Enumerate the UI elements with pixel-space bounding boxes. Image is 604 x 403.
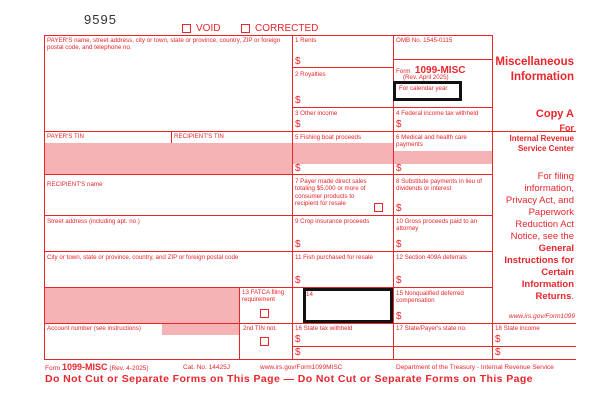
title-line-1: Miscellaneous bbox=[495, 56, 574, 68]
form-code: 9595 bbox=[84, 12, 117, 27]
fatca-label: 13 FATCA filing requirement bbox=[242, 289, 285, 304]
filing-line-3: Privacy Act, and bbox=[505, 195, 574, 206]
title-line-2: Information bbox=[510, 71, 574, 83]
omb-number: OMB No. 1545-0115 bbox=[396, 37, 453, 44]
footer-cat: Cat. No. 14425J bbox=[183, 364, 230, 371]
box2-label: 2 Royalties bbox=[295, 71, 326, 78]
box4-label: 4 Federal income tax withheld bbox=[396, 110, 479, 117]
footer-form-name: 1099-MISC bbox=[61, 362, 108, 372]
returns-line: Returns. bbox=[535, 291, 574, 302]
footer-warning: Do Not Cut or Separate Forms on This Page — Do Not Cut or Separate Forms on This Page bbox=[45, 373, 533, 385]
void-checkbox[interactable] bbox=[182, 24, 191, 33]
box17-label: 17 State/Payer's state no. bbox=[396, 325, 467, 332]
box12-dollar: $ bbox=[396, 275, 402, 286]
box6-label: 6 Medical and health care payments bbox=[396, 134, 467, 149]
corrected-label: CORRECTED bbox=[255, 23, 319, 34]
box8-label: 8 Substitute payments in lieu of dividends or interest bbox=[396, 178, 482, 193]
filing-line-6: Notice, see the bbox=[510, 231, 574, 242]
payer-tin-label: PAYER'S TIN bbox=[47, 133, 84, 140]
payer-name-label: PAYER'S name, street address, city or town, state or province, country, ZIP or foreign postal code, and telephone no. bbox=[47, 37, 281, 52]
general-line-4: Information bbox=[521, 279, 574, 290]
form-1099-misc bbox=[44, 35, 576, 360]
box5-dollar: $ bbox=[295, 163, 301, 174]
second-tin-checkbox[interactable] bbox=[260, 337, 269, 346]
box8-dollar: $ bbox=[396, 203, 402, 214]
omb-form-prefix: Form bbox=[396, 68, 411, 75]
box15-dollar: $ bbox=[396, 311, 402, 322]
filing-line-2: information, bbox=[524, 183, 574, 194]
omb-rev: (Rev. April 2025) bbox=[403, 74, 449, 81]
returns-text: Returns bbox=[535, 291, 572, 302]
box12-label: 12 Section 409A deferrals bbox=[396, 254, 467, 261]
box9-label: 9 Crop insurance proceeds bbox=[295, 218, 370, 225]
box2-dollar: $ bbox=[295, 95, 301, 106]
omb-form-name: 1099-MISC bbox=[414, 65, 466, 76]
box10-label: 10 Gross proceeds paid to an attorney bbox=[396, 218, 478, 233]
corrected-checkbox[interactable] bbox=[241, 24, 250, 33]
box15-label: 15 Nonqualified deferred compensation bbox=[396, 290, 464, 305]
box18-dollar-2: $ bbox=[495, 347, 501, 358]
irs-line-2: Service Center bbox=[517, 144, 574, 153]
footer-form bbox=[45, 362, 149, 372]
street-address-label: Street address (including apt. no.) bbox=[47, 218, 140, 225]
box10-dollar: $ bbox=[396, 239, 402, 250]
box7-checkbox[interactable] bbox=[374, 203, 383, 212]
void-label: VOID bbox=[196, 23, 221, 34]
second-tin-label: 2nd TIN not. bbox=[243, 325, 277, 332]
box1-dollar: $ bbox=[295, 56, 301, 67]
irs-line-1: Internal Revenue bbox=[509, 134, 574, 143]
box11-label: 11 Fish purchased for resale bbox=[295, 254, 373, 261]
box11-dollar: $ bbox=[295, 275, 301, 286]
calendar-year-label: For calendar year bbox=[399, 85, 448, 92]
footer-url: www.irs.gov/Form1099MISC bbox=[260, 364, 343, 371]
box18-label: 18 State income bbox=[495, 325, 540, 332]
box16-dollar-1: $ bbox=[295, 334, 301, 345]
box4-dollar: $ bbox=[396, 119, 402, 130]
box7-label: 7 Payer made direct sales totaling $5,000 or more of consumer products to recipient for resale bbox=[295, 178, 367, 208]
box3-dollar: $ bbox=[295, 119, 301, 130]
filing-line-1: For filing bbox=[537, 171, 574, 182]
recipient-name-label: RECIPIENT'S name bbox=[47, 181, 103, 188]
filing-line-4: Paperwork bbox=[528, 207, 574, 218]
copy-a: Copy A bbox=[535, 108, 574, 120]
box6-dollar: $ bbox=[396, 163, 402, 174]
footer-dept: Department of the Treasury - Internal Revenue Service bbox=[396, 364, 554, 371]
box14-highlight[interactable] bbox=[303, 288, 393, 323]
box18-dollar-1: $ bbox=[495, 334, 501, 345]
general-line-2: Instructions for bbox=[504, 255, 574, 266]
box9-dollar: $ bbox=[295, 239, 301, 250]
box16-dollar-2: $ bbox=[295, 347, 301, 358]
box14-label: 14 bbox=[306, 291, 313, 298]
irs-website[interactable]: www.irs.gov/Form1099 bbox=[508, 313, 575, 320]
box5-label: 5 Fishing boat proceeds bbox=[295, 134, 362, 141]
copy-for: For bbox=[559, 123, 574, 133]
general-line-3: Certain bbox=[541, 267, 574, 278]
footer-rev: (Rev. 4-2025) bbox=[109, 365, 149, 372]
general-line-1: General bbox=[538, 243, 574, 254]
filing-line-5: Reduction Act bbox=[515, 219, 574, 230]
box1-label: 1 Rents bbox=[295, 37, 317, 44]
recipient-tin-label: RECIPIENT'S TIN bbox=[174, 133, 224, 140]
account-number-label: Account number (see instructions) bbox=[47, 325, 141, 332]
box3-label: 3 Other income bbox=[295, 110, 338, 117]
box16-label: 16 State tax withheld bbox=[295, 325, 353, 332]
footer-form-prefix: Form bbox=[45, 365, 61, 372]
fatca-checkbox[interactable] bbox=[260, 309, 269, 318]
city-label: City or town, state or province, country, and ZIP or foreign postal code bbox=[47, 254, 239, 261]
